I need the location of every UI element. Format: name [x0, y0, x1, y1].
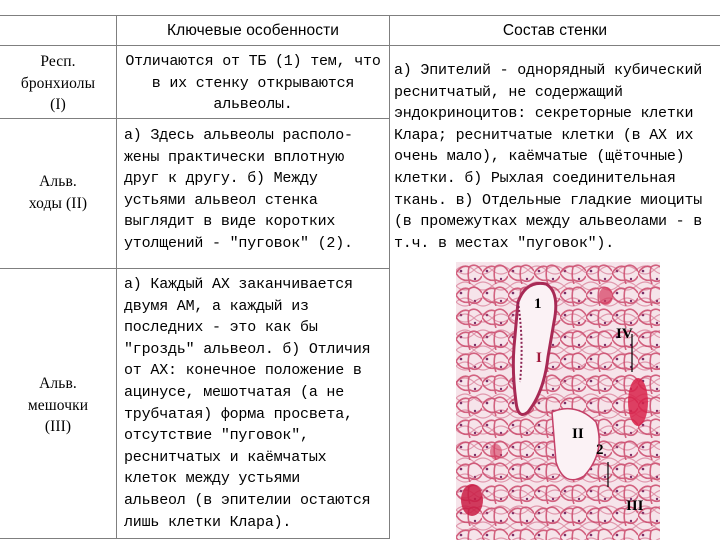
- features-respiratory-bronchioles: Отличаются от ТБ (1) тем, что в их стенку открываются альвеолы.: [125, 53, 381, 114]
- row-name-alveolar-ducts: Альв. ходы (II): [28, 173, 88, 212]
- label-I: I: [536, 350, 542, 366]
- row2-divider: [0, 268, 390, 269]
- label-IV: IV: [616, 326, 633, 342]
- table-border-bottom: [0, 538, 390, 539]
- header-features: Ключевые особенности: [166, 22, 340, 39]
- wall-composition: а) Эпителий - однорядный кубический реснитчатый, не содержащий эндокриноцитов: секреторные клетки Клара; реснитчатые клетки (в АХ их очень мало), каёмчатые (щёточные) клетки. б) Рыхлая соединительная ткань. в) Отдельные гладкие миоциты (в промежутках между альвеолами - в т.ч. в местах "пуговок").: [394, 62, 703, 252]
- header-wall: Состав стенки: [502, 22, 608, 39]
- row-name-respiratory-bronchioles: Респ. бронхиолы (I): [20, 53, 96, 114]
- label-II: II: [572, 426, 584, 442]
- label-2: 2: [596, 442, 604, 458]
- lung-tissue-micrograph: [456, 262, 660, 540]
- row1-divider: [0, 118, 390, 119]
- features-alveolar-sacs: а) Каждый АХ заканчивается двумя АМ, а каждый из последних - это как бы "гроздь" альвеол. б) Отличия от АХ: конечное положение в ацинусе, мешотчатая (а не трубчатая) форма просвета, отсутствие "пуговок", реснитчатых и каёмчатых клеток между устьями альвеол (в эпителии остаются лишь клетки Клара).: [124, 276, 371, 531]
- col2-divider: [389, 15, 390, 539]
- features-alveolar-ducts: а) Здесь альвеолы располо- жены практически вплотную друг к другу. б) Между устьями альвеол стенка выглядит в виде коротких утолщений - "пуговок" (2).: [124, 127, 353, 252]
- row-name-alveolar-sacs: Альв. мешочки (III): [27, 375, 89, 436]
- label-III: III: [626, 498, 644, 514]
- table-border-top: [0, 15, 720, 16]
- label-1: 1: [534, 296, 542, 312]
- header-divider: [0, 45, 720, 46]
